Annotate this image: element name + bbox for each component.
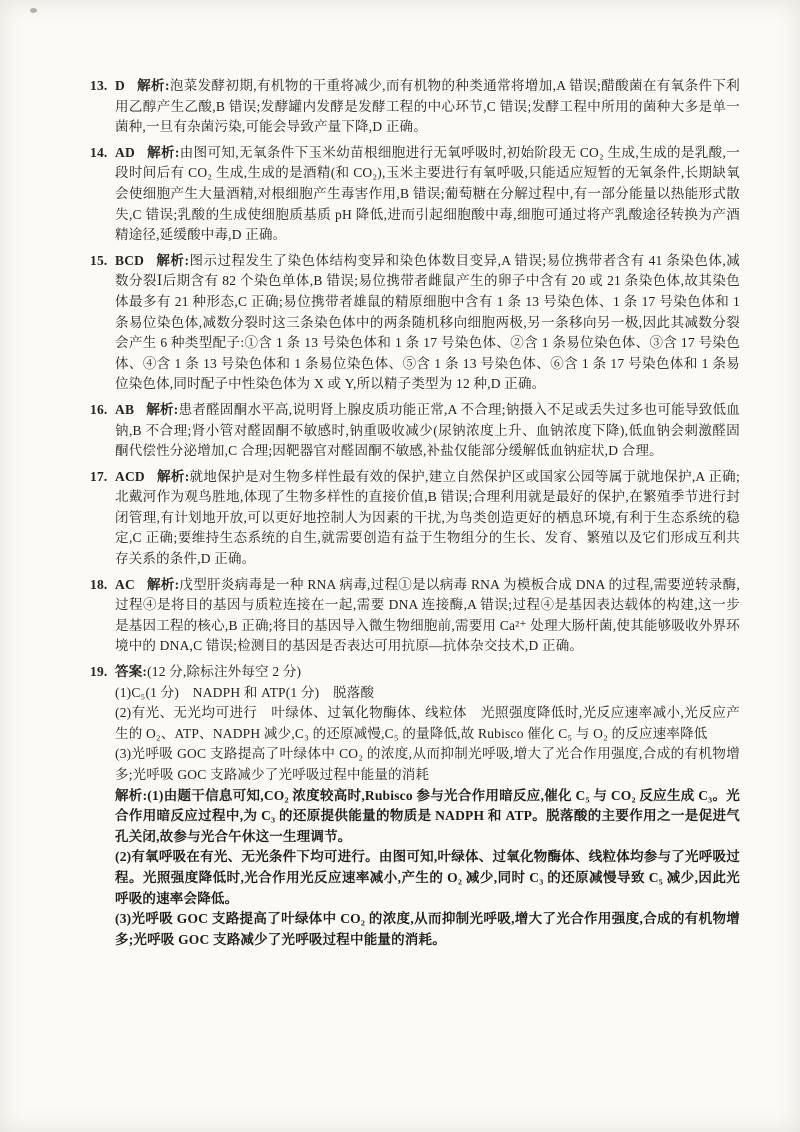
- analysis-label: 解析:: [115, 787, 148, 803]
- answer-blank-line-1: (1)C₅(1 分) NADPH 和 ATP(1 分) 脱落酸: [115, 684, 375, 700]
- analysis-label: 解析:: [136, 78, 170, 93]
- answer-letters: AD: [115, 144, 135, 160]
- analysis-paragraph-1: [115, 786, 740, 848]
- question-number: 15.: [90, 252, 108, 268]
- answer-item-17: [90, 467, 740, 570]
- answer-item-18: [90, 575, 740, 657]
- analysis-label: 解析:: [156, 468, 190, 484]
- answer-header: [115, 662, 740, 683]
- analysis-text: 患者醛固酮水平高,说明肾上腺皮质功能正常,A 不合理;钠摄入不足或丢失过多也可能导致低血钠,B 不合理;肾小管对醛固酮不敏感时,钠重吸收减少(尿钠浓度上升、血钠浓度下降),低血钠会刺激醛固酮代偿性分泌增加,C 合理;因靶器官对醛固酮不敏感,补盐仅能部分缓解低血钠症状,D 合理。: [115, 401, 740, 459]
- score-note: (12 分,除标注外每空 2 分): [147, 664, 302, 680]
- answer-letters: AB: [115, 401, 135, 417]
- analysis-text: (1)由题干信息可知,CO₂ 浓度较高时,Rubisco 参与光合作用暗反应,催化 C₅ 与 CO₂ 反应生成 C₃。光合作用暗反应过程中,为 C₃ 的还原提供能量的物质是 NADPH 和 ATP。脱落酸的主要作用之一是促进气孔关闭,故参与光合午休这一生理调节。: [115, 787, 740, 844]
- answer-letters: ACD: [115, 468, 145, 484]
- answer-item-14: [90, 143, 740, 246]
- question-number: 13.: [90, 78, 108, 93]
- analysis-label: 解析:: [146, 401, 179, 417]
- analysis-text: 图示过程发生了染色体结构变异和染色体数目变异,A 错误;易位携带者含有 41 条染色体,减数分裂Ⅰ后期含有 82 个染色单体,B 错误;易位携带者雌鼠产生的卵子中含有 20 或 21 条染色体,故其染色体最多有 21 种形态,C 正确;易位携带者雄鼠的精原细胞中含有 1 条 13 号染色体、1 条 17 号染色体和 1 条易位染色体,减数分裂时这三条染色体中的两条随机移向细胞两极,另一条移向另一极,因此其减数分裂会产生 6 种类型配子:①含 1 条 13 号染色体和 1 条 17 号染色体、②含 1 条易位染色体、③含 17 号染色体、④含 1 条 13 号染色体和 1 条易位染色体、⑤含 1 条 13 号染色体、⑥含 1 条 17 号染色体和 1 条易位染色体,同时配子中性染色体为 X 或 Y,所以精子类型为 12 种,D 正确。: [115, 252, 740, 392]
- analysis-paragraph-2: (2)有氧呼吸在有光、无光条件下均可进行。由图可知,叶绿体、过氧化物酶体、线粒体均参与了光呼吸过程。光照强度降低时,光合作用光反应速率减小,产生的 O₂ 减少,同时 C₃ 的还原减慢导致 C₅ 减少,因此光呼吸的速率会降低。: [115, 849, 740, 906]
- answer-key-content: [90, 76, 740, 955]
- answer-item-16: [90, 400, 740, 462]
- answer-blank-line-2: (2)有光、无光均可进行 叶绿体、过氧化物酶体、线粒体 光照强度降低时,光反应速率减小,光反应产生的 O₂、ATP、NADPH 减少,C₃ 的还原减慢,C₅ 的量降低,故 Rubisco 催化 C₅ 与 O₂ 的反应速率降低: [115, 705, 740, 741]
- answer-letters: D: [115, 78, 125, 93]
- answer-item-13: [90, 76, 740, 138]
- question-number: 17.: [90, 468, 108, 484]
- question-number: 14.: [90, 144, 108, 160]
- question-number: 19.: [90, 664, 108, 680]
- scan-artifact: [30, 8, 37, 13]
- answer-item-15: [90, 251, 740, 395]
- analysis-text: 由图可知,无氧条件下玉米幼苗根细胞进行无氧呼吸时,初始阶段无 CO₂ 生成,生成的是乳酸,一段时间后有 CO₂ 生成,生成的是酒精(和 CO₂),玉米主要进行有氧呼吸,只能适应短暂的无氧条件,长期缺氧会使细胞产生大量酒精,对根细胞产生毒害作用,B 错误;葡萄糖在分解过程中,有一部分能量以热能形式散失,C 错误;乳酸的生成使细胞质基质 pH 降低,进而引起细胞酸中毒,细胞可通过将产乳酸途径转换为产酒精途径,延缓酸中毒,D 正确。: [115, 144, 740, 243]
- answer-blank-line-3: (3)光呼吸 GOC 支路提高了叶绿体中 CO₂ 的浓度,从而抑制光呼吸,增大了光合作用强度,合成的有机物增多;光呼吸 GOC 支路减少了光呼吸过程中能量的消耗: [115, 746, 740, 782]
- analysis-label: 解析:: [146, 576, 180, 592]
- question-number: 18.: [90, 576, 108, 592]
- analysis-text: 戊型肝炎病毒是一种 RNA 病毒,过程①是以病毒 RNA 为模板合成 DNA 的过程,需要逆转录酶,过程④是将目的基因与质粒连接在一起,需要 DNA 连接酶,A 错误;过程④是基因表达载体的构建,这一步是基因工程的核心,B 正确;将目的基因导入微生物细胞前,需要用 Ca²⁺ 处理大肠杆菌,使其能够吸收外界环境中的 DNA,C 错误;检测目的基因是否表达可用抗原—抗体杂交技术,D 正确。: [115, 576, 740, 654]
- analysis-paragraph-3: (3)光呼吸 GOC 支路提高了叶绿体中 CO₂ 的浓度,从而抑制光呼吸,增大了光合作用强度,合成的有机物增多;光呼吸 GOC 支路减少了光呼吸过程中能量的消耗。: [115, 911, 740, 947]
- answer-item-19: [90, 662, 740, 950]
- answer-letters: BCD: [115, 252, 145, 268]
- answer-letters: AC: [115, 576, 135, 592]
- analysis-text: 就地保护是对生物多样性最有效的保护,建立自然保护区或国家公园等属于就地保护,A 正确;北戴河作为观鸟胜地,体现了生物多样性的直接价值,B 错误;合理利用就是最好的保护,在繁殖季节进行封闭管理,有计划地开放,可以更好地控制人为因素的干扰,为鸟类创造更好的栖息环境,有利于生态系统的稳定,C 正确;要维持生态系统的自生,就需要创造有益于生物组分的生长、发育、繁殖以及它们形成互利共存关系的条件,D 正确。: [115, 468, 740, 567]
- question-number: 16.: [90, 401, 108, 417]
- analysis-label: 解析:: [156, 252, 190, 268]
- analysis-label: 解析:: [146, 144, 180, 160]
- analysis-text: 泡菜发酵初期,有机物的干重将减少,而有机物的种类通常将增加,A 错误;醋酸菌在有氧条件下利用乙醇产生乙酸,B 错误;发酵罐内发酵是发酵工程的中心环节,C 错误;发酵工程中所用的菌种大多是单一菌种,一旦有杂菌污染,可能会导致产量下降,D 正确。: [115, 78, 740, 135]
- answer-label: 答案:: [115, 664, 148, 680]
